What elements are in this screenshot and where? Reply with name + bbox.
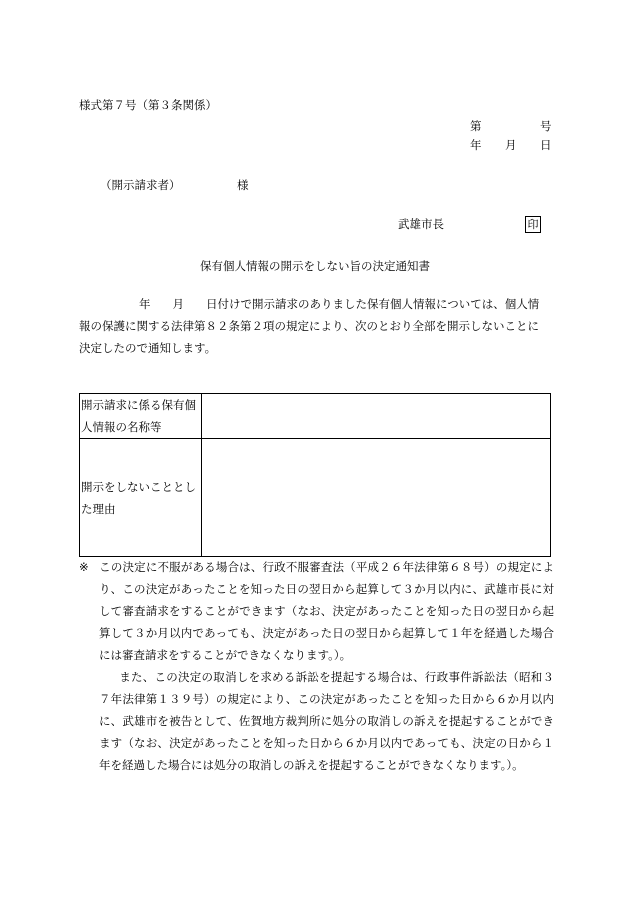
table-value-reason [202,439,551,557]
body-date-month: 月 [172,297,184,311]
body-line-2: 報の保護に関する法律第８２条第２項の規定により、次のとおり全部を開示しないことに [79,319,539,333]
body-date-year: 年 [139,297,151,311]
table-row [80,439,551,557]
notice-body [79,293,553,359]
note-paragraph-2-text: また、この決定の取消しを求める訴訟を提起する場合は、行政事件訴訟法（昭和３７年法律第１３９号）の規定により、この決定があったことを知った日から６か月以内に、武雄市を被告として、佐賀地方裁判所に処分の取消しの訴えを提起することができます（なお、決定があったことを知った日から６か月以内であっても、決定の日から１年を経過した場合には処分の取消しの訴えを提起することができなくなります。）。 [99,670,554,772]
table-label-reason: 開示をしないこととした理由 [80,439,202,557]
issue-date-month: 月 [505,138,517,152]
note-paragraph-1 [79,556,554,666]
table-value-info-name [202,394,551,439]
document-number-dai: 第 [470,119,482,133]
table-label-info-name: 開示請求に係る保有個人情報の名称等 [80,394,202,439]
form-number: 様式第７号（第３条関係） [79,98,217,112]
recipient-label: （開示請求者） [100,178,181,192]
issue-date-day: 日 [540,138,552,152]
issue-date-year: 年 [470,138,482,152]
document-number-go: 号 [540,119,552,133]
note-paragraph-2 [79,666,554,776]
note-paragraph-1-text: この決定に不服がある場合は、行政不服審査法（平成２６年法律第６８号）の規定により、この決定があったことを知った日の翌日から起算して３か月以内に、武雄市長に対して審査請求をすることができます（なお、決定があったことを知った日の翌日から起算して３か月以内であっても、決定があった日の翌日から起算して１年を経過した場合には審査請求をすることができなくなります。）。 [99,560,554,662]
table-row [80,394,551,439]
decision-table [79,393,551,557]
document-title: 保有個人情報の開示をしない旨の決定通知書 [200,259,430,273]
body-line-1 [79,293,553,315]
issuer-name: 武雄市長 [398,217,444,231]
recipient-honorific: 様 [237,178,249,192]
body-line-3: 決定したので通知します。 [79,341,217,355]
note-mark: ※ [79,560,89,574]
body-line-1-text: 日付けで開示請求のありました保有個人情報については、個人情 [206,297,540,311]
appeal-notes [79,556,554,776]
official-seal: 印 [525,216,541,233]
